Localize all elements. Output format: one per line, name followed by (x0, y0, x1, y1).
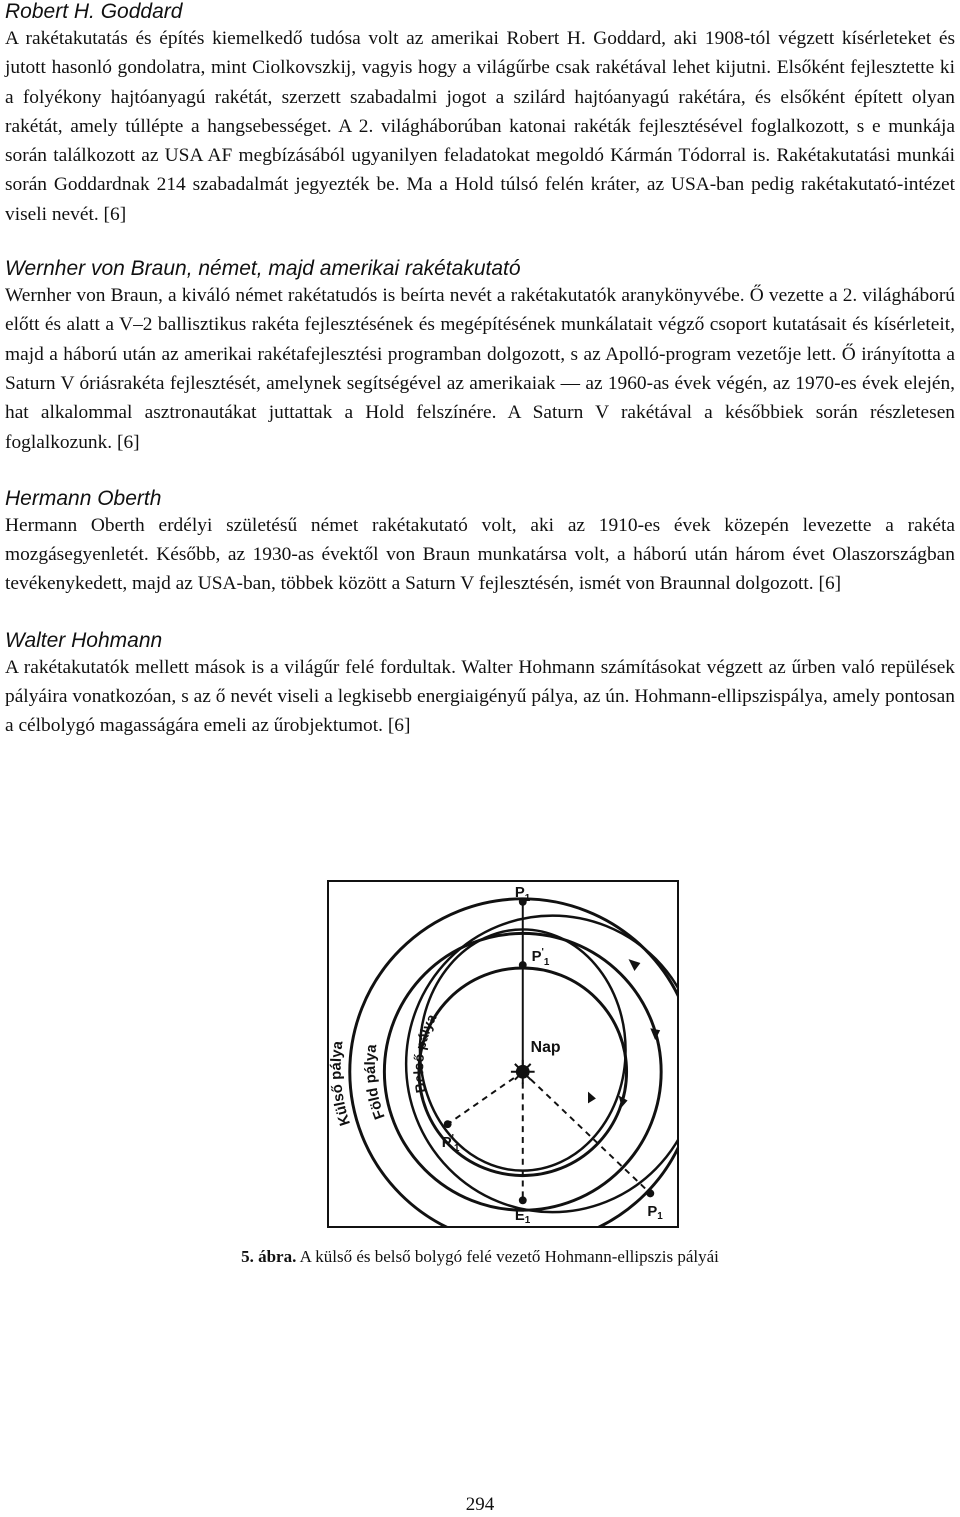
outer-orbit (350, 899, 677, 1226)
hohmann-orbit-figure (327, 880, 679, 1228)
figure-caption-label: 5. ábra. (241, 1247, 297, 1266)
figure-caption-text: A külső és belső bolygó felé vezető Hohmann-ellipszis pályái (296, 1247, 719, 1266)
point-upper (519, 961, 527, 969)
section-heading-goddard: Robert H. Goddard (5, 0, 183, 23)
orbit-diagram (329, 882, 677, 1226)
point-label-right: $P_1$ (647, 1204, 663, 1223)
point-label-top: $P_1$ (514, 884, 531, 904)
section-text-hohmann: A rakétakutatók mellett mások is a világűr felé fordultak. Walter Hohmann számításokat végzett az űrben való repülések pályáira vonatkozóan, s az ő nevét viseli a legkisebb energiaigényű pálya, az ún. Hohmann-ellipszispálya, amely pontosan a célbolygó magasságára emeli az űrobjektumot. [6] (5, 656, 955, 737)
section-text-braun: Wernher von Braun, a kiváló német rakétatudós is beírta nevét a rakétakutatók aranykönyvébe. Ő vezette a 2. világháború előtt és alatt a V–2 ballisztikus rakéta fejlesztésének és megépítésének munkálatait végző csoport kutatásait és kísérleteit, majd a háború után az amerikai rakétafejlesztési programban dolgozott, s az Apolló-program vezetője lett. Ő irányította a Saturn V óriásrakéta fejlesztését, amelynek segítségével az amerikaiak — az 1960-as évek végén, az 1970-es évek elején, hat alkalommal asztronautákat juttattak a Hold felszínére. A Saturn V rakétával a későbbiek során részletesen foglalkozunk. [6] (5, 285, 955, 453)
section-heading-braun: Wernher von Braun, német, majd amerikai rakétakutató (5, 257, 521, 281)
arrow-icon (629, 959, 641, 971)
document-page (5, 0, 955, 741)
section-text-goddard: A rakétakutatás és építés kiemelkedő tudósa volt az amerikai Robert H. Goddard, aki 1908-tól végzett kísérleteket és jutott hasonló gondolatra, mint Ciolkovszkij, vagyis hogy a világűrbe csak rakétával lehet kijutni. Elsőként fejlesztette ki a folyékony hajtóanyagú rakétát, szerzett szabadalmi jogot a szilárd hajtóanyagú rakétára, és elsőként épített olyan rakétát, amely túllépte a hangsebességet. A 2. világháborúban katonai rakéták fejlesztésével foglalkozott, s e munkája során találkozott az USA AF megbízásából ugyanilyen feladatokat megoldó Kármán Tódorral is. Rakétakutatási munkái során Goddardnak 214 szabadalmát jegyezték be. Ma a Hold túlsó felén kráter, az USA-ban pedig rakétakutató-intézet viseli nevét. [6] (5, 28, 955, 225)
sun-label: Nap (530, 1039, 561, 1057)
inner-orbit-label: Belső pálya (410, 1011, 440, 1095)
section-text-oberth: Hermann Oberth erdélyi születésű német rakétakutató volt, aki az 1910-es évek közepén levezette a rakéta mozgásegyenletét. Később, az 1930-as évektől von Braun munkatársa volt, a háború után három évet Olaszországban tevékenykedett, majd az USA-ban, többek között a Saturn V fejlesztésén, ismét von Braunnal dolgozott. [6] (5, 514, 955, 595)
page-number: 294 (465, 1494, 495, 1515)
point-right (646, 1189, 654, 1197)
arrow-icon (588, 1092, 596, 1104)
point-left (444, 1120, 452, 1128)
point-label-bottom: $E_1$ (514, 1208, 531, 1226)
point-label-left: $P'_1$ (441, 1132, 460, 1154)
earth-orbit-label: Föld pálya (362, 1043, 389, 1122)
figure-caption (0, 1246, 960, 1268)
point-bottom (519, 1196, 527, 1204)
arrow-icon (650, 1028, 660, 1040)
outer-orbit-label: Külső pálya (329, 1040, 354, 1128)
point-label-upper: $P'_1$ (531, 947, 550, 969)
radius-line-left (448, 1072, 523, 1124)
section-heading-hohmann: Walter Hohmann (5, 628, 163, 652)
section-heading-oberth: Hermann Oberth (5, 486, 162, 510)
